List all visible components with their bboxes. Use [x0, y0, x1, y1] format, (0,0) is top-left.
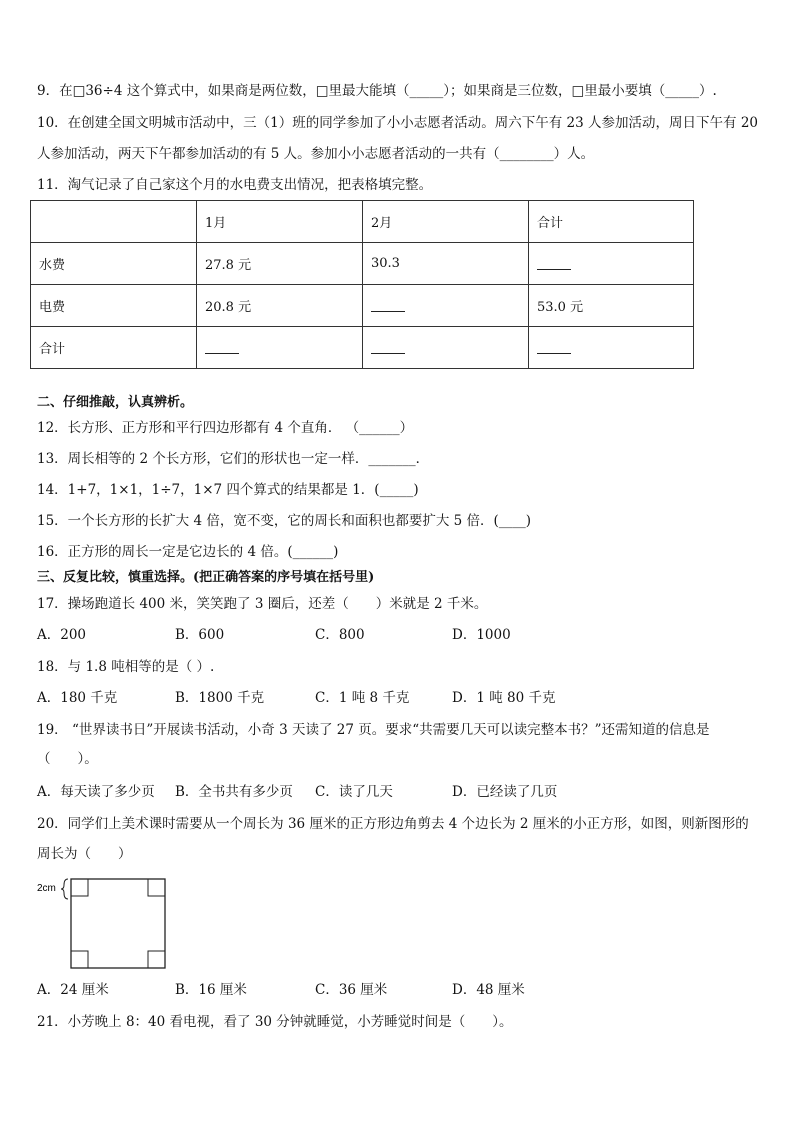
question-20-line2: 周长为（ ） — [37, 846, 132, 862]
question-19-line1: 19． “世界读书日”开展读书活动，小奇 3 天读了 27 页。要求“共需要几天可以读完整本书？”还需知道的信息是 — [37, 722, 710, 738]
answer-blank[interactable] — [371, 299, 405, 312]
question-20-line1: 20．同学们上美术课时需要从一个周长为 36 厘米的正方形边角剪去 4 个边长为 2 厘米的小正方形，如图，则新图形的 — [37, 816, 749, 832]
option-b[interactable]: B．16 厘米 — [175, 982, 247, 998]
option-a[interactable]: A．180 千克 — [37, 690, 118, 706]
outer-square — [71, 879, 165, 968]
table-cell-blank[interactable] — [529, 243, 694, 285]
table-cell: 30.3 — [363, 243, 529, 285]
table-cell-blank[interactable] — [363, 327, 529, 369]
question-13: 13．周长相等的 2 个长方形，它们的形状也一定一样．_______． — [37, 451, 430, 467]
question-17: 17．操场跑道长 400 米，笑笑跑了 3 圈后，还差（ ）米就是 2 千米。 — [37, 596, 488, 612]
question-12: 12．长方形、正方形和平行四边形都有 4 个直角． （______） — [37, 420, 414, 436]
option-d[interactable]: D．已经读了几页 — [452, 784, 558, 800]
section-3-heading: 三、反复比较，慎重选择。(把正确答案的序号填在括号里) — [37, 570, 375, 585]
table-cell-blank[interactable] — [197, 327, 363, 369]
table-row — [31, 243, 694, 285]
option-a[interactable]: A．200 — [37, 627, 87, 643]
question-21: 21．小芳晚上 8：40 看电视，看了 30 分钟就睡觉，小芳睡觉时间是（ ）。 — [37, 1014, 513, 1030]
question-11: 11．淘气记录了自己家这个月的水电费支出情况，把表格填完整。 — [37, 177, 433, 193]
option-d[interactable]: D．1000 — [452, 627, 511, 643]
corner-square — [148, 879, 165, 896]
answer-blank[interactable] — [537, 257, 571, 270]
option-c[interactable]: C．1 吨 8 千克 — [315, 690, 410, 706]
option-d[interactable]: D．48 厘米 — [452, 982, 525, 998]
table-cell: 53.0 元 — [529, 285, 694, 327]
option-d[interactable]: D．1 吨 80 千克 — [452, 690, 556, 706]
corner-square — [148, 951, 165, 968]
figure-label: 2cm — [37, 883, 56, 894]
table-cell: 水费 — [31, 243, 197, 285]
table-cell: 2月 — [363, 201, 529, 243]
corner-square — [71, 951, 88, 968]
question-10-line2: 人参加活动，两天下午都参加活动的有 5 人。参加小小志愿者活动的一共有（________）人。 — [37, 146, 595, 162]
table-cell-blank[interactable] — [363, 285, 529, 327]
question-10-line1: 10．在创建全国文明城市活动中，三（1）班的同学参加了小小志愿者活动。周六下午有 23 人参加活动，周日下午有 20 — [37, 115, 758, 131]
table-row — [31, 201, 694, 243]
question-9: 9．在□36÷4 这个算式中，如果商是两位数，□里最大能填（_____）；如果商是三位数，□里最小要填（_____）. — [37, 83, 717, 99]
option-a[interactable]: A．24 厘米 — [37, 982, 109, 998]
answer-blank[interactable] — [371, 341, 405, 354]
answer-blank[interactable] — [205, 341, 239, 354]
question-16: 16．正方形的周长一定是它边长的 4 倍。(______) — [37, 544, 339, 560]
table-cell: 合计 — [529, 201, 694, 243]
cut-square-figure — [37, 874, 177, 974]
option-c[interactable]: C．读了几天 — [315, 784, 393, 800]
table-cell: 1月 — [197, 201, 363, 243]
table-cell: 20.8 元 — [197, 285, 363, 327]
question-14: 14．1+7，1×1，1÷7，1×7 四个算式的结果都是 1．(_____) — [37, 482, 419, 498]
table-row — [31, 285, 694, 327]
table-cell-blank[interactable] — [529, 327, 694, 369]
utility-table — [30, 200, 694, 369]
question-18: 18．与 1.8 吨相等的是（ ）. — [37, 659, 215, 675]
table-row — [31, 327, 694, 369]
table-cell — [31, 201, 197, 243]
table-cell: 合计 — [31, 327, 197, 369]
table-cell: 电费 — [31, 285, 197, 327]
question-19-line2: （ ）。 — [37, 751, 98, 767]
option-b[interactable]: B．全书共有多少页 — [175, 784, 293, 800]
option-c[interactable]: C．36 厘米 — [315, 982, 388, 998]
section-2-heading: 二、仔细推敲，认真辨析。 — [37, 395, 194, 410]
option-b[interactable]: B．1800 千克 — [175, 690, 265, 706]
question-15: 15．一个长方形的长扩大 4 倍，宽不变，它的周长和面积也都要扩大 5 倍．(____) — [37, 513, 532, 529]
option-c[interactable]: C．800 — [315, 627, 365, 643]
answer-blank[interactable] — [537, 341, 571, 354]
option-b[interactable]: B．600 — [175, 627, 225, 643]
option-a[interactable]: A．每天读了多少页 — [37, 784, 155, 800]
brace-icon — [61, 879, 68, 899]
corner-square — [71, 879, 88, 896]
table-cell: 27.8 元 — [197, 243, 363, 285]
